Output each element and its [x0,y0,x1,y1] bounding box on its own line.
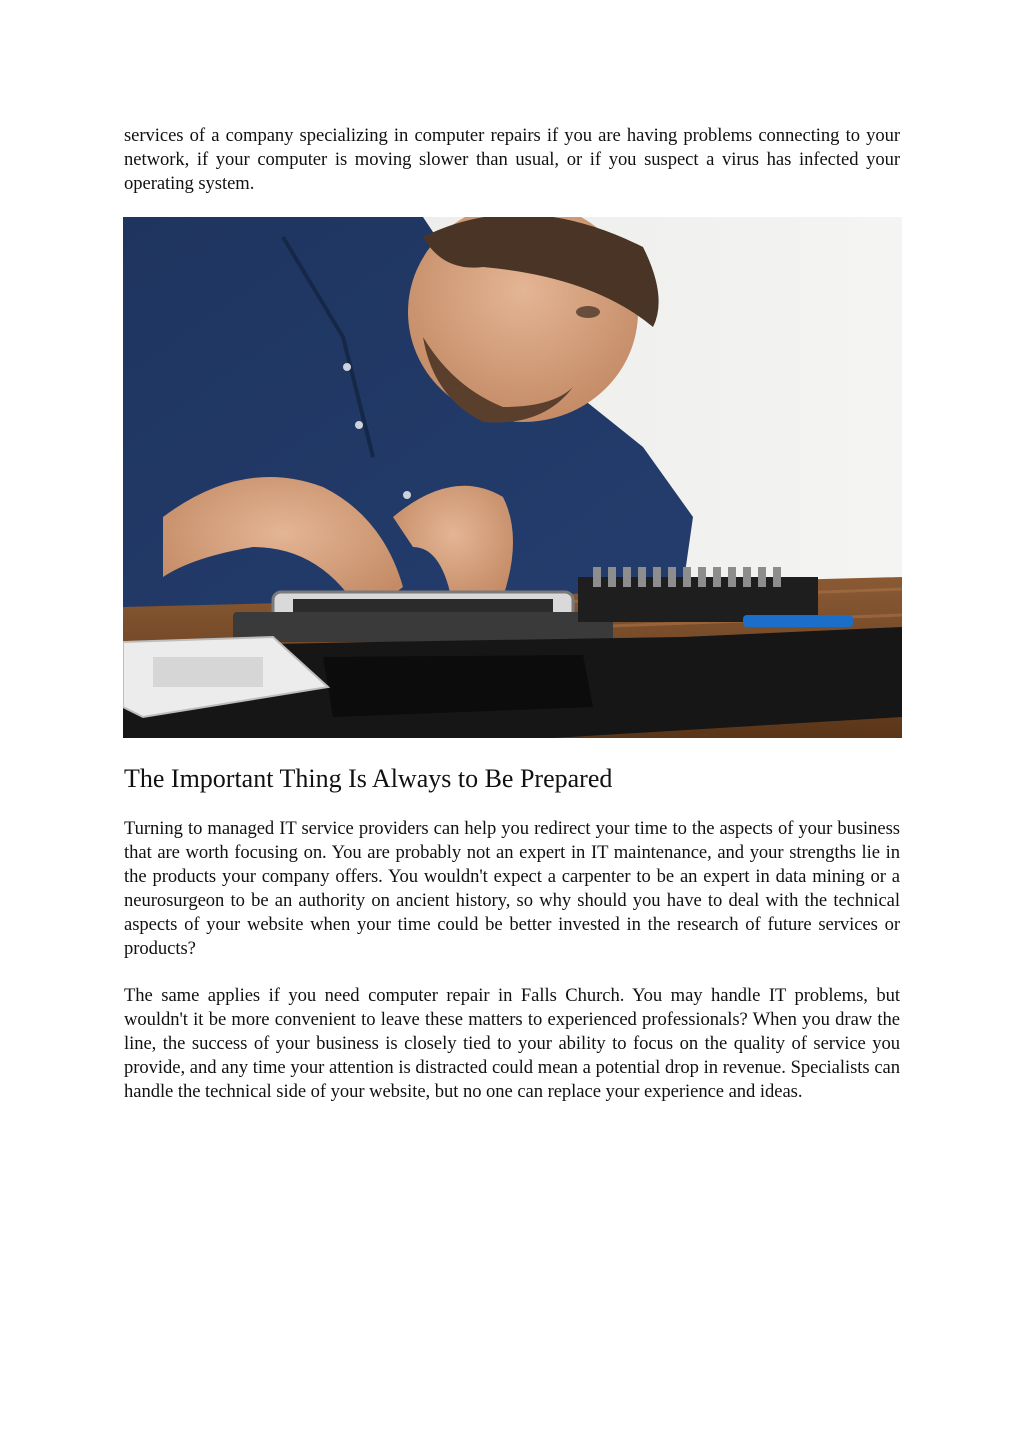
technician-repair-photo [123,217,902,738]
intro-paragraph: services of a company specializing in computer repairs if you are having problems connecting to your network, if your computer is moving slower than usual, or if you suspect a virus has infected your operating system. [124,125,900,194]
photo-illustration [123,217,902,738]
section-heading: The Important Thing Is Always to Be Prepared [124,764,613,793]
body-paragraph: Turning to managed IT service providers can help you redirect your time to the aspects of your business that are worth focusing on. You are probably not an expert in IT maintenance, and your strengths lie in the products your company offers. You wouldn't expect a carpenter to be an expert in data mining or a neurosurgeon to be an authority on ancient history, so why should you have to deal with the technical aspects of your website when your time could be better invested in the research of future services or products? [124,818,900,959]
body-paragraph: The same applies if you need computer repair in Falls Church. You may handle IT problems, but wouldn't it be more convenient to leave these matters to experienced professionals? When you draw the line, the success of your business is closely tied to your ability to focus on the quality of service you provide, and any time your attention is distracted could mean a potential drop in revenue. Specialists can handle the technical side of your website, but no one can replace your experience and ideas. [124,985,900,1102]
